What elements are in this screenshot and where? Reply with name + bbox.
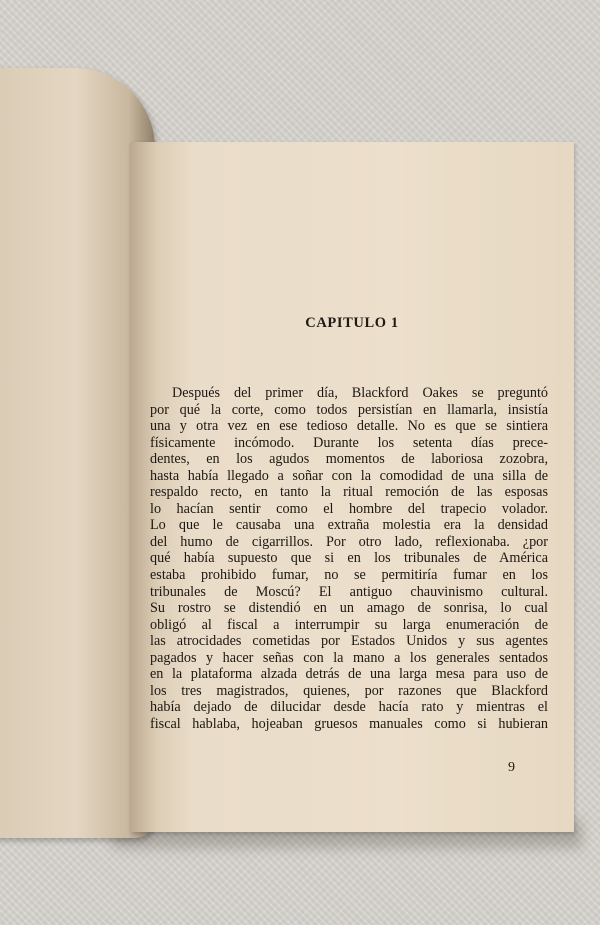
text-line: Lo que le causaba una extraña molestia era la densidad xyxy=(150,517,548,534)
text-line: fiscal hablaba, hojeaban gruesos manuales como si hubieran xyxy=(150,715,548,732)
text-line: tribunales de Moscú? El antiguo chauvinismo cultural. xyxy=(150,583,548,600)
body-text xyxy=(150,385,548,732)
text-line: una y otra vez en ese tedioso detalle. No es que se sintiera xyxy=(150,418,548,435)
text-line: obligó al fiscal a interrumpir su larga enumeración de xyxy=(150,616,548,633)
text-line: qué había supuesto que si en los tribunales de América xyxy=(150,550,548,567)
page-number: 9 xyxy=(508,760,515,775)
text-line: había dejado de dilucidar desde hacía rato y mientras el xyxy=(150,699,548,716)
text-line: respaldo recto, en tanto la ritual remoción de las esposas xyxy=(150,484,548,501)
text-line: pagados y hacer señas con la mano a los generales sentados xyxy=(150,649,548,666)
chapter-title: CAPITULO 1 xyxy=(305,315,399,331)
text-line: lo hacían sentir como el hombre del trapecio volador. xyxy=(150,500,548,517)
text-line: hasta había llegado a soñar con la comodidad de una silla de xyxy=(150,467,548,484)
text-line: del humo de cigarrillos. Por otro lado, reflexionaba. ¿por xyxy=(150,533,548,550)
text-line: físicamente incómodo. Durante los setenta días prece- xyxy=(150,434,548,451)
text-line: estaba prohibido fumar, no se permitiría fumar en los xyxy=(150,567,548,584)
text-line: Después del primer día, Blackford Oakes se preguntó xyxy=(172,385,548,401)
text-line: Su rostro se distendió en un amago de sonrisa, lo cual xyxy=(150,600,548,617)
text-line: las atrocidades cometidas por Estados Unidos y sus agentes xyxy=(150,633,548,650)
text-line: los tres magistrados, quienes, por razones que Blackford xyxy=(150,682,548,699)
text-line: en la plataforma alzada detrás de una larga mesa para uso de xyxy=(150,666,548,683)
text-line: dentes, en los agudos momentos de laboriosa zozobra, xyxy=(150,451,548,468)
text-line: por qué la corte, como todos persistían en llamarla, insistía xyxy=(150,401,548,418)
